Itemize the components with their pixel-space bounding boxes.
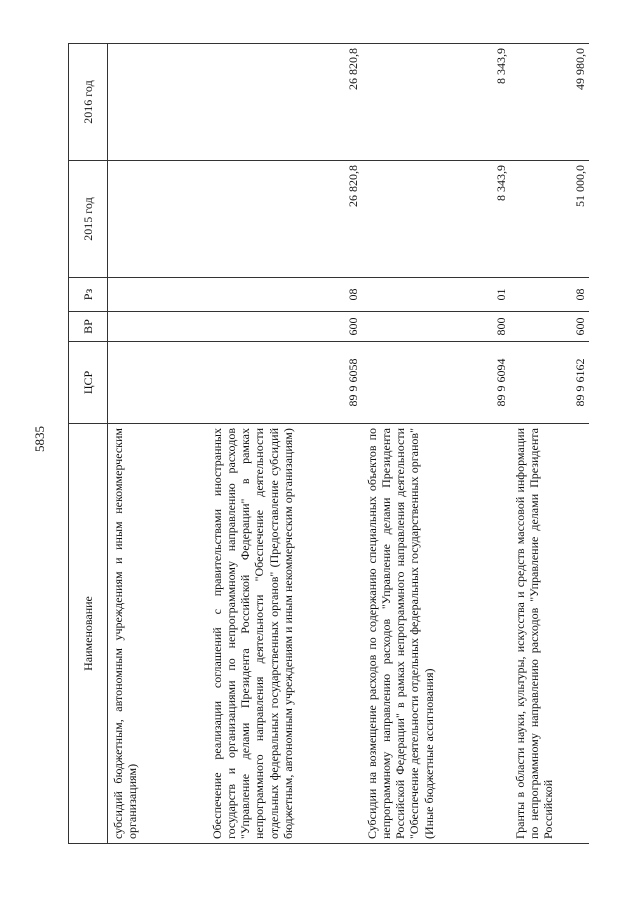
- row-2016: 49 980,0: [510, 44, 589, 161]
- row-2015: 8 343,9: [362, 161, 510, 278]
- row-vr: 600: [510, 312, 589, 342]
- row-csr: [108, 342, 208, 424]
- table-row: [510, 44, 589, 844]
- header-2016: 2016 год: [69, 44, 108, 161]
- row-name: Гранты в области науки, культуры, искусства и средств массовой информации по непрограммному направлению расходов "Управление делами Президента Российской: [510, 424, 589, 844]
- row-vr: 800: [362, 312, 510, 342]
- row-rz: 01: [362, 278, 510, 312]
- row-2016: 26 820,8: [207, 44, 362, 161]
- header-2015: 2015 год: [69, 161, 108, 278]
- row-csr: 89 9 6094: [362, 342, 510, 424]
- row-csr: 89 9 6162: [510, 342, 589, 424]
- header-vr: ВР: [69, 312, 108, 342]
- rotated-page: [68, 44, 608, 844]
- row-rz: 08: [207, 278, 362, 312]
- header-name: Наименование: [69, 424, 108, 844]
- table-row: [108, 44, 208, 844]
- page-number: 5835: [32, 426, 47, 452]
- row-name: субсидий бюджетным, автономным учреждениям и иным некоммерческим организациям): [108, 424, 208, 844]
- header-rz: Рз: [69, 278, 108, 312]
- row-2016: 8 343,9: [362, 44, 510, 161]
- row-vr: 600: [207, 312, 362, 342]
- row-vr: [108, 312, 208, 342]
- row-2016: [108, 44, 208, 161]
- row-csr: 89 9 6058: [207, 342, 362, 424]
- header-csr: ЦСР: [69, 342, 108, 424]
- table-header-row: [69, 44, 108, 844]
- budget-table: [68, 43, 589, 844]
- row-rz: [108, 278, 208, 312]
- row-name: Обеспечение реализации соглашений с правительствами иностранных государств и организациями по непрограммному направлению расходов "Управление делами Президента Российской Федерации" в рамках непрограммного направления деятельности "Обеспечение деятельности отдельных федеральных государственных органов" (Предоставление субсидий бюджетным, автономным учреждениям и иным некоммерческим организациям): [207, 424, 362, 844]
- table-row: [207, 44, 362, 844]
- row-2015: 26 820,8: [207, 161, 362, 278]
- row-rz: 08: [510, 278, 589, 312]
- row-2015: [108, 161, 208, 278]
- row-2015: 51 000,0: [510, 161, 589, 278]
- table-row: [362, 44, 510, 844]
- row-name: Субсидии на возмещение расходов по содержанию специальных объектов по непрограммному направлению расходов "Управление делами Президента Российской Федерации" в рамках непрограммного направления деятельности "Обеспечение деятельности отдельных федеральных государственных органов" (Иные бюджетные ассигнования): [362, 424, 510, 844]
